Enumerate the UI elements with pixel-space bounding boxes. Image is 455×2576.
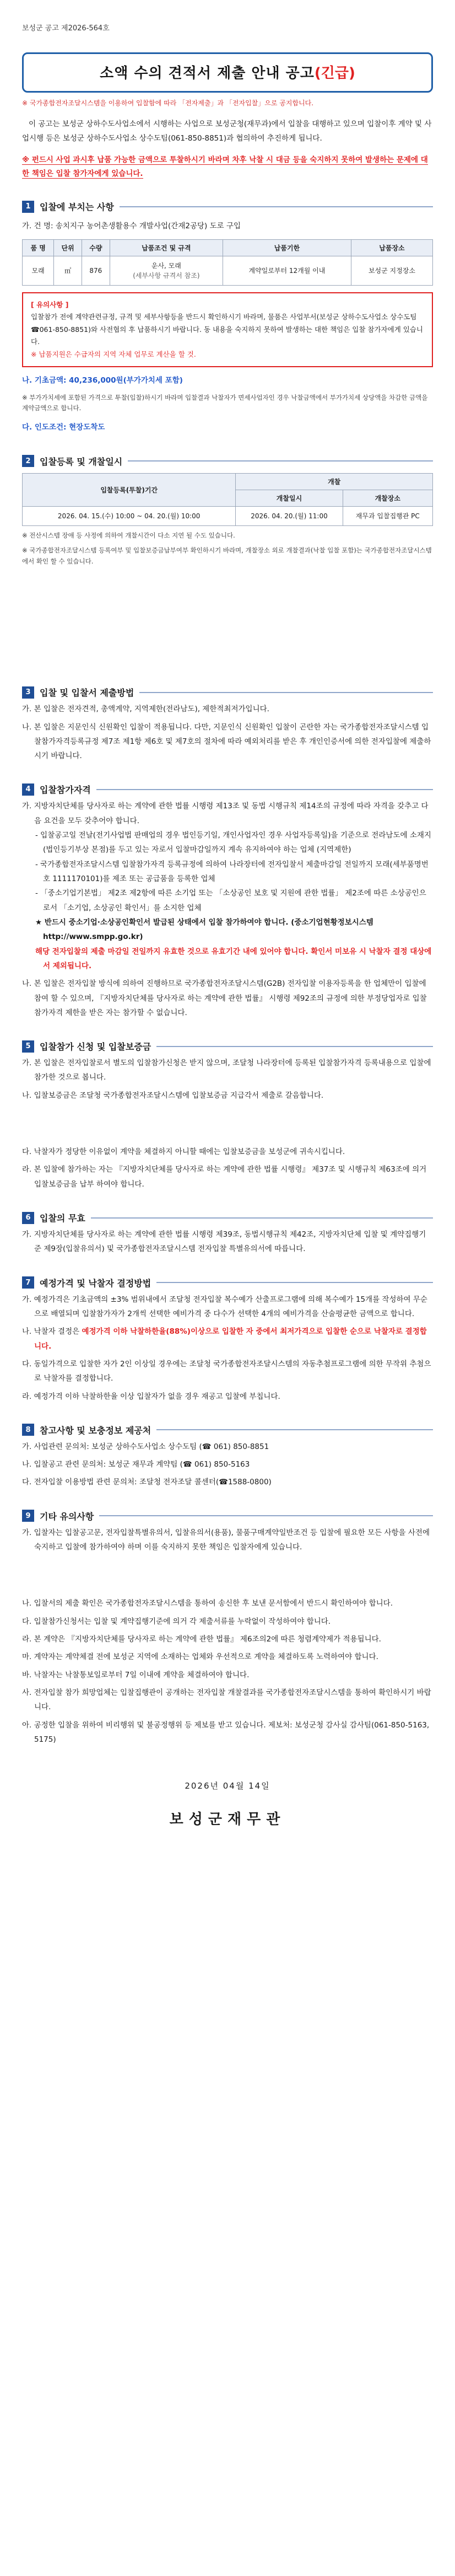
section-number: 7 (22, 1276, 34, 1289)
caution-title: [ 유의사항 ] (31, 300, 69, 309)
section-6-heading (22, 1211, 433, 1224)
table-row (23, 256, 433, 285)
list-item: 나. 입찰서의 제출 확인은 국가종합전자조달시스템을 통하여 송신한 후 보낸 문서함에서 반드시 확인하여야 합니다. (22, 1599, 393, 1608)
list-item: - 「중소기업기본법」 제2조 제2항에 따른 소기업 또는 「소상공인 보호 및 지원에 관한 법률」 제2조에 따른 소상공인으로서 「소기업, 소상공인 확인서」를 소지한 업체 (35, 889, 426, 913)
section-1-heading (22, 200, 433, 213)
list-item: 나. 본 입찰은 전자입찰 방식에 의하여 진행하므로 국가종합전자조달시스템(G2B) 전자입찰 이용자등록을 한 업체만이 입찰에 참여 할 수 있으며, 『지방자치단체를 당사자로 하는 계약에 관한 법률』 시행령 제92조의 규정에 의한 부정당업자로 입찰참가자격 제한을 받은 자는 참가할 수 없습니다. (22, 979, 427, 1017)
section-2-heading (22, 455, 433, 468)
table-cell: 2026. 04. 15.(수) 10:00 ~ 04. 20.(월) 10:00 (23, 506, 236, 525)
section-number: 6 (22, 1212, 34, 1224)
list-item: 다. 낙찰자가 정당한 이유없이 계약을 체결하지 아니할 때에는 입찰보증금을 보성군에 귀속시킵니다. (22, 1147, 345, 1157)
col-header: 납품기한 (223, 239, 351, 256)
spacer (22, 1554, 433, 1593)
section-9-heading (22, 1510, 433, 1522)
section-4-heading (22, 783, 433, 796)
schedule-note: ※ 국가종합전자조달시스템 등록여부 및 입찰보증금납부여부 확인하시기 바라며, 개찰장소 외로 개찰결과(낙찰 입찰 포함)는 국가종합전자조달시스템에서 확인 할 수 있습니다. (22, 546, 432, 565)
notice-number: 보성군 공고 제2026-564호 (22, 24, 110, 33)
list-item: 가. 본 입찰은 전자입찰로서 별도의 입찰참가신청은 받지 않으며, 조달청 나라장터에 등록된 입찰참가자격 등록내용으로 입찰에 참가한 것으로 봅니다. (22, 1059, 431, 1082)
section-title: 입찰참가 신청 및 입찰보증금 (40, 1042, 151, 1053)
section-rule (128, 460, 433, 461)
schedule-note: ※ 전산시스템 장애 등 사정에 의하여 개찰시간이 다소 지연 될 수도 있습니다. (22, 531, 235, 539)
col-header: 입찰등록(투찰)기간 (23, 473, 236, 506)
list-item: 사. 전자입찰 참가 희망업체는 입찰집행관이 공개하는 전자입찰 개찰결과를 국가종합전자조달시스템을 통하여 확인하시기 바랍니다. (22, 1688, 431, 1712)
list-item: 라. 본 입찰에 참가하는 자는 『지방자치단체를 당사자로 하는 계약에 관한 법률 시행령』 제37조 및 시행규칙 제63조에 의거 입찰보증금을 납부 하여야 합니다. (22, 1165, 427, 1189)
spacer (22, 567, 433, 666)
list-item: 다. 전자입찰 이용방법 관련 문의처: 조달청 전자조달 콜센터(☎1588-0800) (22, 1478, 272, 1487)
col-header: 개찰일시 (236, 490, 343, 506)
table-header-row (23, 239, 433, 256)
table-cell: 모래 (23, 256, 54, 285)
delivery-condition: 다. 인도조건: 현장도착도 (22, 422, 105, 432)
urgent-tag: (긴급) (314, 65, 355, 82)
list-item: 라. 예정가격 이하 낙찰하한율 이상 입찰자가 없을 경우 재공고 입찰에 부칩니다. (22, 1392, 280, 1401)
list-item: 나. 입찰공고 관련 문의처: 보성군 재무과 계약팀 (☎ 061) 850-5163 (22, 1460, 250, 1469)
col-header: 단위 (54, 239, 82, 256)
col-header: 납품조건 및 규격 (110, 239, 223, 256)
section-5-heading (22, 1040, 433, 1053)
list-item-text: 나. 낙찰자 결정은 (22, 1327, 82, 1337)
spacer (22, 1103, 433, 1141)
intro-paragraph: 이 공고는 보성군 상하수도사업소에서 시행하는 사업으로 보성군청(재무과)에서 입찰을 대행하고 있으며 입찰이후 계약 및 사업시행 등은 보성군 상하수도사업소 상수도팀(061-850-8851)과 협의하여 추진하게 됩니다. (22, 120, 432, 143)
section-7-heading (22, 1276, 433, 1289)
page-title: 소액 수의 견적서 제출 안내 공고 (100, 65, 315, 82)
list-item: 가. 입찰자는 입찰공고문, 전자입찰특별유의서, 입찰유의서(용품), 물품구매계약일반조건 등 입찰에 필요한 모든 사항을 사전에 숙지하고 입찰에 참가하여야 하며 이를 숙지하지 못한 책임은 입찰자에게 있습니다. (22, 1528, 430, 1552)
item-name: 가. 건 명: 송치지구 농어촌생활용수 개발사업(간재2공당) 도로 구입 (22, 222, 241, 231)
table-cell: 876 (82, 256, 110, 285)
section-rule (91, 1217, 433, 1219)
section-number: 5 (22, 1040, 34, 1053)
caution-red-line: ※ 납품지원은 수급자의 지역 자체 업무로 계산을 할 것. (31, 350, 196, 358)
list-item: - 입찰공고일 전날(전기사업법 판매업의 경우 법인등기일, 개인사업자인 경우 사업자등록일)을 기준으로 전라남도에 소재지(법인등기부상 본점)를 두고 있는 자로서 입찰마감일까지 계속 유지하여야 하는 업체 (지역제한) (35, 831, 431, 855)
list-item: 가. 사업관련 문의처: 보성군 상하수도사업소 상수도팀 (☎ 061) 850-8851 (22, 1442, 269, 1451)
section-title: 입찰의 무효 (40, 1213, 85, 1224)
list-item-emphasis: 예정가격 이하 낙찰하한율(88%)이상으로 입찰한 자 중에서 최저가격으로 입찰한 순으로 낙찰자로 결정합니다. (34, 1327, 427, 1351)
list-item: 해당 전자입찰의 제출 마감일 전일까지 유효한 것으로 유효기간 내에 있어야 합니다. 확인서 미보유 시 낙찰자 결정 대상에서 제외됩니다. (35, 947, 432, 970)
section-rule (96, 789, 433, 790)
table-cell: 보성군 지정장소 (351, 256, 432, 285)
list-item: 바. 낙찰자는 낙찰통보일로부터 7일 이내에 계약을 체결하여야 합니다. (22, 1670, 250, 1679)
list-item: 가. 예정가격은 기초금액의 ±3% 범위내에서 조달청 전자입찰 복수예가 산출프로그램에 의해 복수예가 15개를 작성하여 무순으로 배열되며 입찰참가자가 2개씩 선택한 예비가격 중 다수가 선택한 4개의 예비가격을 산술평균한 금액으로 합니다. (22, 1295, 427, 1318)
col-header: 개찰장소 (343, 490, 432, 506)
section-rule (99, 1515, 433, 1516)
col-header: 품 명 (23, 239, 54, 256)
list-item: 가. 지방자치단체를 당사자로 하는 계약에 관한 법률 시행령 제39조, 동법시행규칙 제42조, 지방자치단체 입찰 및 계약집행기준 제9장(입찰유의서) 및 국가종합전자조달시스템 전자입찰 특별유의서에 따릅니다. (22, 1230, 426, 1254)
table-cell (110, 256, 223, 285)
table-cell: 계약일로부터 12개월 이내 (223, 256, 351, 285)
list-item: - 국가종합전자조달시스템 입찰참가자격 등록규정에 의하여 나라장터에 전자입찰서 제출마감일 전일까지 모래(세부품명번호 1111170101)를 제조 또는 공급품을 등록한 업체 (35, 860, 429, 884)
item-table (22, 239, 433, 286)
section-number: 3 (22, 686, 34, 699)
section-rule (156, 1282, 433, 1283)
section-rule (139, 692, 433, 693)
caution-box (22, 292, 433, 368)
table-row (23, 506, 433, 525)
caution-body: 입찰참가 전에 계약관련규정, 규격 및 세부사항등을 반드시 확인하시기 바라며, 물품은 사업부서(보성군 상하수도사업소 상수도팀 ☎061-850-8851)와 사전협의 후 납품하시기 바랍니다. 동 내용을 숙지하지 못하여 발생하는 대한 책임은 입찰 참가자에게 있습니다. (31, 313, 423, 346)
list-item: 나. 입찰보증금은 조달청 국가종합전자조달시스템에 입찰보증금 지급각서 제출로 갈음합니다. (22, 1091, 324, 1100)
list-item (22, 1324, 433, 1354)
section-number: 4 (22, 783, 34, 796)
table-cell-sub: (세부사항 규격서 참조) (133, 271, 200, 280)
section-number: 2 (22, 455, 34, 467)
section-title: 기타 유의사항 (40, 1511, 94, 1522)
table-cell: 재무과 입찰집행관 PC (343, 506, 432, 525)
red-warning (22, 153, 433, 180)
list-item: 마. 계약자는 계약체결 전에 보성군 지역에 소재하는 업체와 우선적으로 계약을 체결하도록 노력하여야 합니다. (22, 1652, 378, 1662)
section-title: 입찰에 부치는 사항 (40, 202, 114, 213)
section-title: 예정가격 및 낙찰자 결정방법 (40, 1278, 151, 1289)
list-item: 가. 본 입찰은 전자견적, 총액계약, 지역제한(전라남도), 제한적최저가입니다. (22, 705, 269, 714)
section-rule (120, 206, 433, 207)
section-rule (156, 1046, 433, 1047)
table-cell: 2026. 04. 20.(월) 11:00 (236, 506, 343, 525)
section-title: 입찰등록 및 개찰일시 (40, 456, 123, 467)
list-item: 가. 지방자치단체를 당사자로 하는 계약에 관한 법률 시행령 제13조 및 동법 시행규칙 제14조의 규정에 따라 자격을 갖추고 다음 요건을 모두 갖추어야 합니다. (22, 802, 429, 825)
table-cell: ㎥ (54, 256, 82, 285)
col-header: 납품장소 (351, 239, 432, 256)
issuing-agency: 보성군재무관 (169, 1811, 286, 1828)
list-item: 라. 본 계약은 『지방자치단체를 당사자로 하는 계약에 관한 법률』 제6조의2에 따른 청렴계약제가 적용됩니다. (22, 1635, 381, 1644)
base-amount: 나. 기초금액: 40,236,000원(부가가치세 포함) (22, 376, 183, 385)
section-title: 입찰 및 입찰서 제출방법 (40, 688, 134, 699)
issue-date: 2026년 04월 14일 (185, 1781, 270, 1791)
schedule-table (22, 473, 433, 526)
section-title: 입찰참가자격 (40, 785, 91, 796)
title-box (22, 52, 433, 93)
col-header: 수량 (82, 239, 110, 256)
e-submission-note: ※ 국가종합전자조달시스템을 이용하여 입찰함에 따라 「전자제출」과 「전자입찰」으로 공지합니다. (22, 99, 314, 107)
list-item: 다. 입찰참가신청서는 입찰 및 계약집행기준에 의거 각 제출서류를 누락없이 작성하여야 합니다. (22, 1617, 331, 1626)
list-item: 나. 본 입찰은 지문인식 신원확인 입찰이 적용됩니다. 다만, 지문인식 신원확인 입찰이 곤란한 자는 국가종합전자조달시스템 입찰참가자격등록규정 제7조 제1항 제6호 및 제7호의 절차에 따라 예외처리를 받은 후 개인인증서에 의한 전자입찰에 제출하시기 바랍니다. (22, 722, 431, 761)
section-rule (156, 1429, 433, 1430)
section-number: 8 (22, 1424, 34, 1436)
section-number: 9 (22, 1510, 34, 1522)
section-3-heading (22, 686, 433, 699)
table-header-row (23, 473, 433, 490)
section-8-heading (22, 1424, 433, 1436)
vat-note: ※ 부가가치세에 포함된 가격으로 투찰(입찰)하시기 바라며 입찰결과 낙찰자가 면세사업자인 경우 낙찰금액에서 부가가치세 상당액을 차감한 금액을 계약금액으로 합니다. (22, 393, 428, 412)
list-item: 아. 공정한 입찰을 위하여 비리행위 및 불공정행위 등 제보를 받고 있습니다. 제보처: 보성군청 감사실 감사팀(061-850-5163, 5175) (22, 1720, 430, 1744)
section-number: 1 (22, 201, 34, 213)
red-warning-text: ※ 펀드시 사업 과시후 납품 가능한 금액으로 투찰하시기 바라며 차후 낙찰 시 대금 등을 숙지하지 못하여 발생하는 문제에 대한 책임은 입찰 참가자에게 있습니다. (22, 155, 428, 178)
list-item: 다. 동일가격으로 입찰한 자가 2인 이상일 경우에는 조달청 국가종합전자조달시스템의 자동추첨프로그램에 의한 무작위 추첨으로 낙찰자를 결정합니다. (22, 1359, 431, 1383)
list-item: ★ 반드시 중소기업·소상공인확인서 발급된 상태에서 입찰 참가하여야 합니다. (중소기업현황정보시스템 http://www.smpp.go.kr) (35, 917, 373, 942)
table-cell-main: 운사, 모래 (151, 261, 181, 270)
col-header: 개찰 (236, 473, 433, 490)
section-title: 참고사항 및 보충정보 제공처 (40, 1425, 151, 1436)
